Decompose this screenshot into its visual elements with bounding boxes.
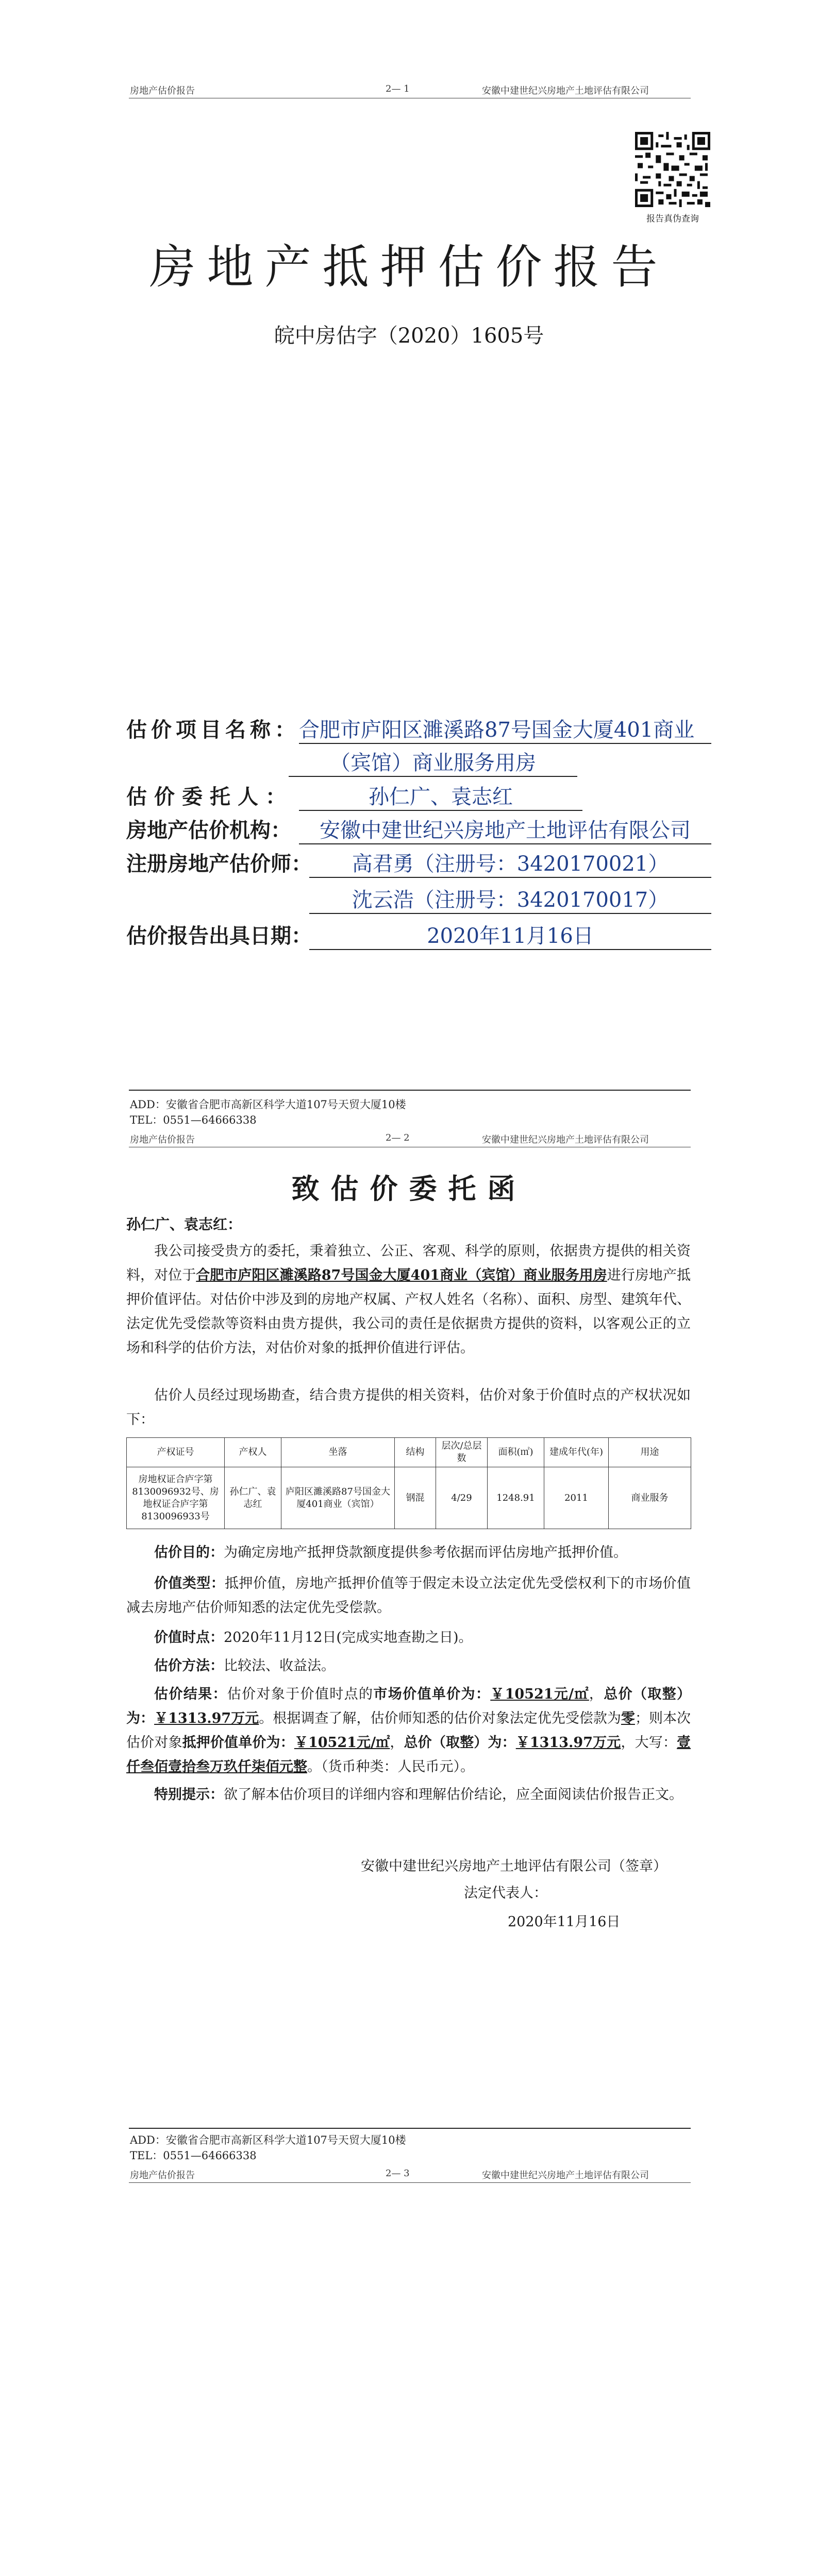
page-number: 2— 2 [386, 1132, 410, 1143]
property-address: 合肥市庐阳区濉溪路87号国金大厦401商业（宾馆）商业服务用房 [196, 1267, 607, 1283]
qr-code[interactable] [635, 132, 710, 209]
value-date-paragraph [126, 1625, 691, 1650]
footer-rule [129, 2128, 691, 2129]
method-paragraph [126, 1654, 691, 1678]
purpose-label: 估价目的： [154, 1545, 224, 1561]
result-text: 抵押价值单价为： [182, 1735, 294, 1751]
column-header: 产权人 [225, 1438, 281, 1467]
footer-rule [129, 1090, 691, 1091]
note-paragraph [126, 1783, 691, 1807]
page-header-right: 安徽中建世纪兴房地产土地评估有限公司 [482, 2170, 649, 2181]
table-cell: 1248.91 [488, 1467, 544, 1529]
table-cell: 商业服务 [609, 1467, 691, 1529]
document-number: 皖中房估字（2020）1605号 [274, 324, 544, 348]
footer-address: ADD：安徽省合肥市高新区科学大道107号天贸大厦10楼 [130, 1098, 406, 1111]
date-label: 估价报告出具日期： [126, 924, 312, 948]
value-type-label: 价值类型： [154, 1575, 225, 1591]
column-header: 结构 [395, 1438, 436, 1467]
page-header-left: 房地产估价报告 [130, 86, 195, 96]
project-value-line1: 合肥市庐阳区濉溪路87号国金大厦401商业 [299, 714, 711, 744]
page-number: 2— 3 [386, 2168, 410, 2179]
value-type-text: 抵押价值，房地产抵押价值等于假定未设立法定优先受偿权利下的市场价值减去房地产估价师知悉的法定优先受偿款。 [126, 1575, 691, 1616]
header-rule [129, 2182, 691, 2183]
market-total-price: ￥1313.97万元 [154, 1710, 259, 1726]
column-header: 用途 [609, 1438, 691, 1467]
table-cell: 2011 [544, 1467, 609, 1529]
amount-in-words: 壹仟叁佰壹拾叁万玖仟柒佰元整 [126, 1735, 691, 1775]
priority-amount: 零 [621, 1710, 635, 1726]
appraiser-label: 注册房地产估价师： [126, 852, 312, 876]
table-cell: 钢混 [395, 1467, 436, 1529]
page-header-right: 安徽中建世纪兴房地产土地评估有限公司 [482, 1134, 649, 1145]
agency-label: 房地产估价机构： [126, 818, 291, 842]
page-header-right: 安徽中建世纪兴房地产土地评估有限公司 [482, 86, 649, 96]
page-header-left: 房地产估价报告 [130, 2170, 195, 2181]
table-cell: 庐阳区濉溪路87号国金大厦401商业（宾馆） [281, 1467, 395, 1529]
result-text: 估价对象于价值时点的 [227, 1686, 374, 1702]
property-table [126, 1437, 691, 1529]
page-number: 2— 1 [386, 83, 410, 94]
purpose-text: 为确定房地产抵押贷款额度提供参考依据而评估房地产抵押价值。 [224, 1545, 627, 1561]
footer-tel: TEL：0551—64666338 [130, 2149, 257, 2162]
agency-value: 安徽中建世纪兴房地产土地评估有限公司 [299, 814, 711, 844]
paragraph-1-b: 进行房地产抵押价值评估。对估价中涉及到的房地产权属、产权人姓名（名称）、面积、房型、建筑年代、法定优先受偿款等资料由贵方提供，我公司的责任是依据贵方提供的资料，以客观公正的立场和科学的估价方法，对估价对象的抵押价值进行评估。 [126, 1267, 691, 1356]
market-unit-price: ￥10521元/㎡ [490, 1686, 589, 1702]
date-value: 2020年11月16日 [309, 920, 711, 950]
result-text: 市场价值单价为： [373, 1686, 491, 1702]
qr-code-icon [635, 132, 710, 207]
result-text: ， [390, 1735, 404, 1751]
result-text: 。根据调查了解，估价师知悉的估价对象法定优先受偿款为 [259, 1710, 621, 1726]
result-text: 。（货币种类：人民币元）。 [307, 1759, 474, 1775]
salutation: 孙仁广、袁志红： [126, 1216, 242, 1233]
note-label: 特别提示： [154, 1787, 224, 1803]
note-text: 欲了解本估价项目的详细内容和理解估价结论，应全面阅读估价报告正文。 [224, 1787, 683, 1803]
result-paragraph [126, 1682, 691, 1779]
value-type-paragraph [126, 1571, 691, 1620]
result-text: 总价（取整）为： [126, 1686, 691, 1726]
page-header-left: 房地产估价报告 [130, 1134, 195, 1145]
result-text: ， [589, 1686, 604, 1702]
appraiser-1: 高君勇（注册号：3420170021） [309, 848, 711, 878]
project-label: 估价项目名称： [126, 718, 299, 742]
footer-address: ADD：安徽省合肥市高新区科学大道107号天贸大厦10楼 [130, 2134, 406, 2146]
signature-representative: 法定代表人： [464, 1885, 547, 1901]
report-title: 房地产抵押估价报告 [149, 240, 669, 294]
appraiser-2: 沈云浩（注册号：3420170017） [309, 884, 711, 914]
result-text: ；则本次估价对象 [126, 1710, 691, 1751]
table-row [127, 1467, 691, 1529]
value-date-text: 2020年11月12日(完成实地查勘之日)。 [224, 1630, 473, 1646]
paragraph-2: 估价人员经过现场勘查，结合贵方提供的相关资料，估价对象于价值时点的产权状况如下： [126, 1387, 691, 1428]
project-value-line2: （宾馆）商业服务用房 [289, 747, 577, 777]
column-header: 坐落 [281, 1438, 395, 1467]
column-header: 层次/总层数 [436, 1438, 488, 1467]
client-label: 估价委托人： [126, 785, 293, 809]
column-header: 面积(㎡) [488, 1438, 544, 1467]
signature-company: 安徽中建世纪兴房地产土地评估有限公司（签章） [361, 1858, 667, 1874]
qr-caption: 报告真伪查询 [646, 214, 699, 224]
client-value: 孙仁广、袁志红 [299, 781, 582, 811]
column-header: 产权证号 [127, 1438, 225, 1467]
mortgage-unit-price: ￥10521元/㎡ [294, 1735, 390, 1751]
signature-date: 2020年11月16日 [508, 1914, 621, 1930]
letter-title: 致估价委托函 [291, 1172, 527, 1205]
table-cell: 房地权证合庐字第8130096932号、房地权证合庐字第8130096933号 [127, 1467, 225, 1529]
paragraph-1-a: 我公司接受贵方的委托，秉着独立、公正、客观、科学的原则，依据贵方提供的相关资料，对位于 [126, 1243, 691, 1283]
mortgage-total-price: ￥1313.97万元 [515, 1735, 621, 1751]
footer-tel: TEL：0551—64666338 [130, 1114, 257, 1126]
paragraph-1 [126, 1239, 691, 1360]
table-cell: 4/29 [436, 1467, 488, 1529]
table-header-row [127, 1438, 691, 1467]
column-header: 建成年代(年) [544, 1438, 609, 1467]
table-cell: 孙仁广、袁志红 [225, 1467, 281, 1529]
method-text: 比较法、收益法。 [224, 1658, 335, 1674]
result-text: 总价（取整）为： [404, 1735, 516, 1751]
purpose-paragraph [126, 1540, 691, 1565]
method-label: 估价方法： [154, 1658, 224, 1674]
result-label: 估价结果： [154, 1686, 227, 1702]
result-text: ，大写： [621, 1735, 677, 1751]
value-date-label: 价值时点： [154, 1630, 224, 1646]
